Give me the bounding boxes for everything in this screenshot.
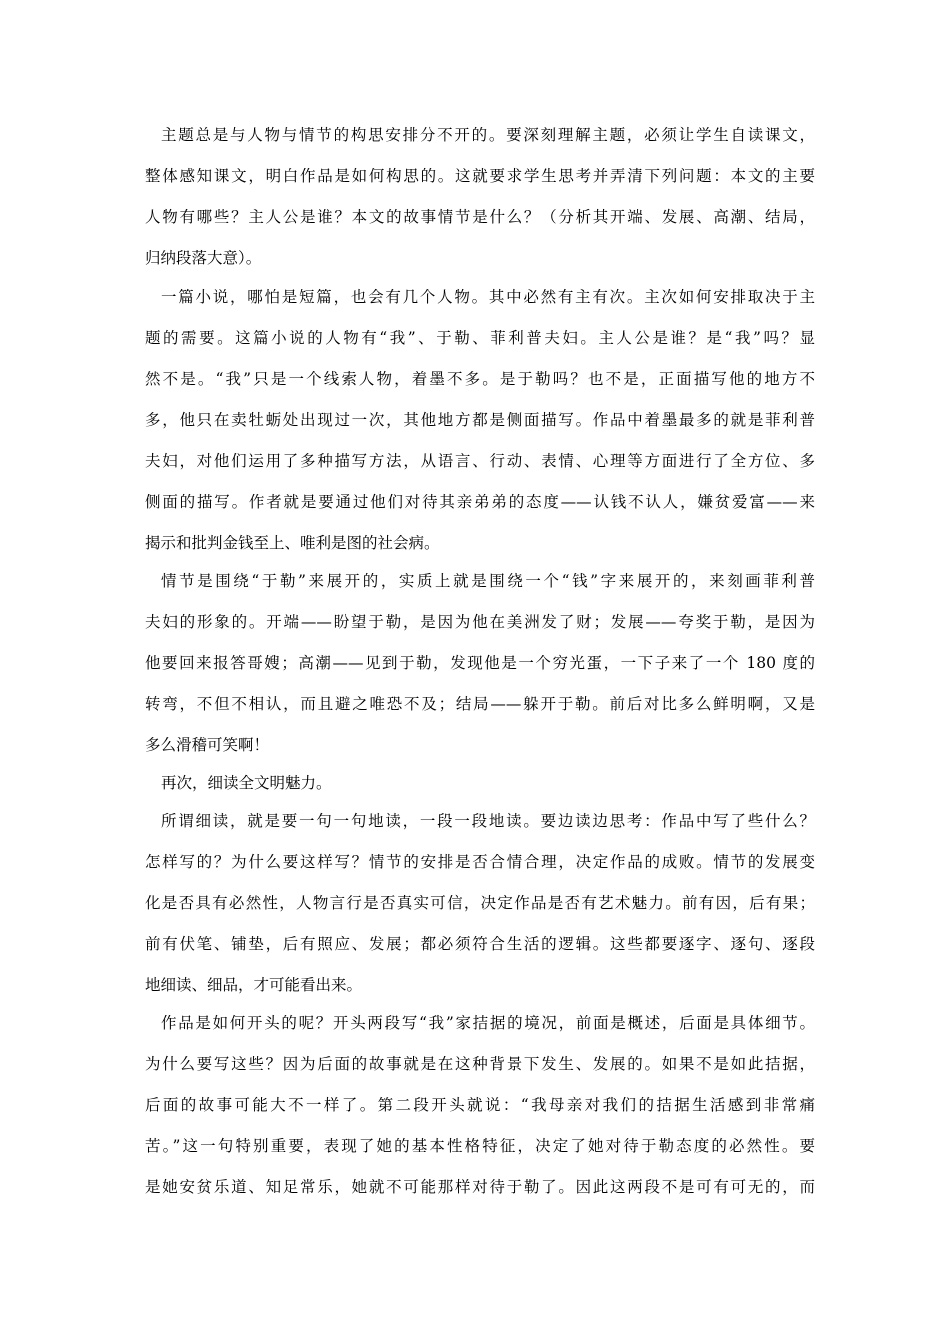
text-line: 多，他只在卖牡蛎处出现过一次，其他地方都是侧面描写。作品中着墨最多的就是菲利普 [145,411,815,429]
text-line: 归纳段落大意）。 [145,249,262,267]
text-line: 后面的故事可能大不一样了。第二段开头就说：“我母亲对我们的拮据生活感到非常痛 [145,1096,815,1114]
text-line: 苦。”这一句特别重要，表现了她的基本性格特征，决定了她对待于勒态度的必然性。要 [145,1137,815,1155]
text-line: 主题总是与人物与情节的构思安排分不开的。要深刻理解主题，必须让学生自读课文， [161,126,815,144]
text-line: 地细读、细品，才可能看出来。 [145,976,363,994]
text-line: 多么滑稽可笑啊！ [145,736,270,754]
text-line: 夫妇的形象的。开端——盼望于勒，是因为他在美洲发了财；发展——夸奖于勒，是因为 [145,613,815,631]
text-line: 然不是。“我”只是一个线索人物，着墨不多。是于勒吗？也不是，正面描写他的地方不 [145,370,815,388]
text-line: 所谓细读，就是要一句一句地读，一段一段地读。要边读边思考：作品中写了些什么？ [161,812,815,830]
text-line: 整体感知课文，明白作品是如何构思的。这就要求学生思考并弄清下列问题：本文的主要 [145,167,815,185]
text-line: 情节是围绕“于勒”来展开的，实质上就是围绕一个“钱”字来展开的，来刻画菲利普 [161,572,815,590]
text-line: 人物有哪些？主人公是谁？本文的故事情节是什么？（分析其开端、发展、高潮、结局， [145,208,815,226]
text-line: 作品是如何开头的呢？开头两段写“我”家拮据的境况，前面是概述，后面是具体细节。 [161,1014,815,1032]
text-line: 夫妇，对他们运用了多种描写方法，从语言、行动、表情、心理等方面进行了全方位、多 [145,452,815,470]
text-line: 转弯，不但不相认，而且避之唯恐不及；结局——躲开于勒。前后对比多么鲜明啊，又是 [145,695,815,713]
text-line: 化是否具有必然性，人物言行是否真实可信，决定作品是否有艺术魅力。前有因，后有果； [145,894,815,912]
text-line: 侧面的描写。作者就是要通过他们对待其亲弟弟的态度——认钱不认人，嫌贫爱富——来 [145,493,815,511]
text-line: 一篇小说，哪怕是短篇，也会有几个人物。其中必然有主有次。主次如何安排取决于主 [161,288,815,306]
text-line: 是她安贫乐道、知足常乐，她就不可能那样对待于勒了。因此这两段不是可有可无的，而 [145,1178,815,1196]
text-line: 他要回来报答哥嫂；高潮——见到于勒，发现他是一个穷光蛋，一下子来了一个 180 度的 [145,654,815,672]
text-line: 怎样写的？为什么要这样写？情节的安排是否合情合理，决定作品的成败。情节的发展变 [145,853,815,871]
text-line: 再次，细读全文明魅力。 [161,774,332,792]
text-line: 揭示和批判金钱至上、唯利是图的社会病。 [145,534,440,552]
text-line: 前有伏笔、铺垫，后有照应、发展；都必须符合生活的逻辑。这些都要逐字、逐句、逐段 [145,935,815,953]
text-line: 题的需要。这篇小说的人物有“我”、于勒、菲利普夫妇。主人公是谁？是“我”吗？显 [145,329,815,347]
text-line: 为什么要写这些？因为后面的故事就是在这种背景下发生、发展的。如果不是如此拮据， [145,1055,815,1073]
